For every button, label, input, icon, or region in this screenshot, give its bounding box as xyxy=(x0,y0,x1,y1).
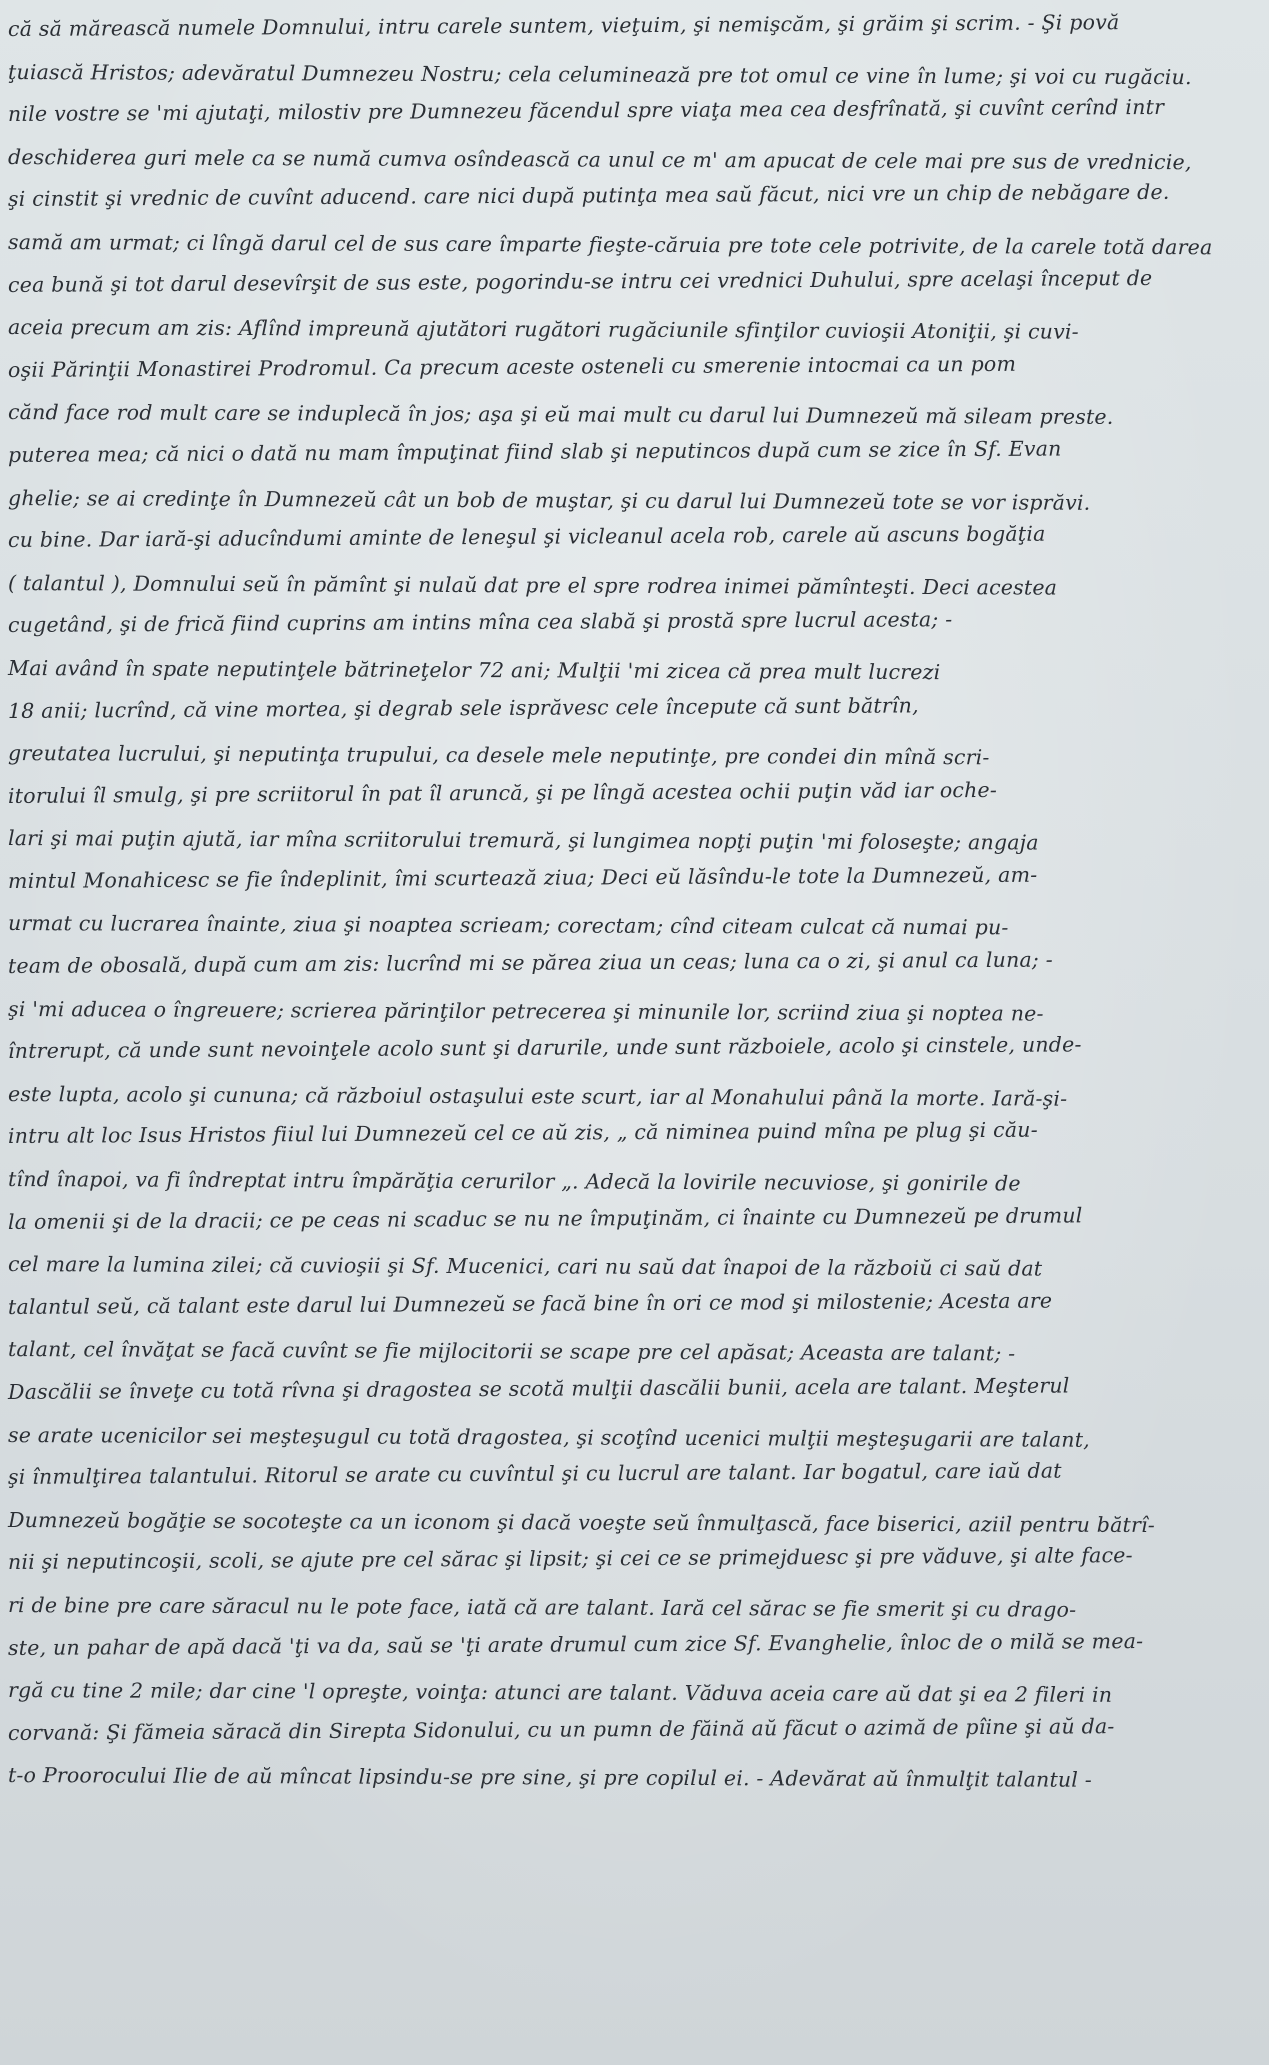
manuscript-line-25: întrerupt, că unde sunt nevoinţele acolo sunt şi darurile, unde sunt războiele, acolo şi cinstele, unde- xyxy=(7,1032,1082,1064)
manuscript-line-1: că să mărească numele Domnului, intru carele suntem, vieţuim, şi nemişcăm, şi grăim şi scrim. - Şi povă xyxy=(7,10,1120,41)
manuscript-line-37: nii şi neputincoşii, scoli, se ajute pre cel sărac şi lipsit; şi cei ce se primejduesc şi pre văduve, şi alte face- xyxy=(7,1543,1133,1575)
manuscript-line-39: ste, un pahar de apă dacă 'ţi va da, saŭ se 'ţi arate drumul cum zice Sf. Evanghelie, înloc de o milă se mea- xyxy=(7,1628,1144,1660)
manuscript-line-4: deschiderea guri mele ca se numă cumva osîndească ca unul ce m' am apucat de cele mai pre sus de vrednicie, xyxy=(7,144,1192,174)
manuscript-line-13: cu bine. Dar iară-şi aducîndumi aminte de leneşul şi vicleanul acela rob, carele aŭ ascuns bogăţia xyxy=(7,521,1046,553)
manuscript-line-41: corvană: Şi fămeia săracă din Sirepta Sidonului, cu un pumn de făină aŭ făcut o azimă de pîine şi aŭ da- xyxy=(7,1713,1115,1745)
manuscript-line-16: Mai având în spate neputinţele bătrineţelor 72 ani; Mulţii 'mi zicea că prea mult lucrezi xyxy=(7,655,941,685)
manuscript-line-29: la omenii şi de la dracii; ce pe ceas ni scaduc se nu ne împuţinăm, ci înainte cu Dumnezeŭ pe drumul xyxy=(7,1203,1083,1234)
manuscript-line-30: cel mare la lumina zilei; că cuvioşii şi Sf. Mucenici, cari nu saŭ dat înapoi de la războiŭ ci saŭ dat xyxy=(7,1252,1043,1281)
manuscript-text xyxy=(0,8,1269,1797)
manuscript-line-8: aceia precum am zis: Aflînd impreună ajutători rugători rugăciunile sfinţilor cuvioşii Atoniţii, şi cuvi- xyxy=(7,315,1079,344)
manuscript-line-6: samă am urmat; ci lîngă darul cel de sus care împarte fieşte-căruia pre tote cele potrivite, de la carele totă darea xyxy=(7,230,1213,260)
manuscript-line-23: team de obosală, după cum am zis: lucrînd mi se părea ziua un ceas; luna ca o zi, şi anul ca luna; - xyxy=(7,947,1053,979)
manuscript-line-35: şi înmulţirea talantului. Ritorul se arate cu cuvîntul şi cu lucrul are talant. Iar bogatul, care iaŭ dat xyxy=(7,1458,1062,1490)
manuscript-line-9: oşii Părinţii Monastirei Prodromul. Ca precum aceste osteneli cu smerenie intocmai ca un pom xyxy=(7,351,1017,382)
manuscript-line-15: cugetând, şi de frică fiind cuprins am intins mîna cea slabă şi prostă spre lucrul acesta; - xyxy=(7,607,953,638)
manuscript-line-32: talant, cel învăţat se facă cuvînt se fie mijlocitorii se scape pre cel apăsat; Aceasta are talant; - xyxy=(7,1337,1016,1366)
manuscript-line-19: itorului îl smulg, şi pre scriitorul în pat îl aruncă, şi pe lîngă acestea ochii puţin văd iar oche- xyxy=(7,777,998,808)
manuscript-line-24: şi 'mi aducea o îngreuere; scrierea părinţilor petrecerea şi minunile lor, scriind ziua şi noptea ne- xyxy=(7,996,1044,1026)
manuscript-line-12: ghelie; se ai credinţe în Dumnezeŭ cât un bob de muştar, şi cu darul lui Dumnezeŭ tote se vor isprăvi. xyxy=(7,485,1091,515)
manuscript-line-22: urmat cu lucrarea înainte, ziua şi noaptea scrieam; corectam; cînd citeam culcat că numai pu- xyxy=(7,911,1009,940)
manuscript-line-7: cea bună şi tot darul desevîrşit de sus este, pogorindu-se intru cei vrednici Duhului, spre acelaşi început de xyxy=(7,265,1153,297)
manuscript-line-31: talantul seŭ, că talant este darul lui Dumnezeŭ se facă bine în ori ce mod şi milostenie; Acesta are xyxy=(7,1288,1053,1319)
manuscript-line-27: intru alt loc Isus Hristos fiiul lui Dumnezeŭ cel ce aŭ zis, „ că niminea puind mîna pe plug şi cău- xyxy=(7,1118,1038,1149)
manuscript-line-34: se arate ucenicilor sei meşteşugul cu totă dragostea, şi scoţînd ucenici mulţii meşteşugarii are talant, xyxy=(7,1422,1090,1452)
manuscript-line-38: ri de bine pre care săracul nu le pote face, iată că are talant. Iară cel sărac se fie smerit şi cu drago- xyxy=(7,1593,1077,1622)
manuscript-line-18: greutatea lucrului, şi neputinţa trupului, ca desele mele neputinţe, pre condei din mînă scri- xyxy=(7,741,990,770)
manuscript-line-2: ţuiască Hristos; adevăratul Dumnezeu Nostru; cela celuminează pre tot omul ce vine în lume; şi voi cu rugăciu. xyxy=(7,59,1192,89)
manuscript-line-14: ( talantul ), Domnului seŭ în pămînt şi nulaŭ dat pre el spre rodrea inimei pămînteşti. Deci acestea xyxy=(7,570,1058,600)
manuscript-line-10: cănd face rod mult care se induplecă în jos; aşa şi eŭ mai mult cu darul lui Dumnezeŭ mă sileam preste. xyxy=(7,400,1114,430)
manuscript-line-28: tînd înapoi, va fi îndreptat intru împărăţia cerurilor „. Adecă la lovirile necuviose, şi gonirile de xyxy=(7,1167,1021,1196)
manuscript-line-20: lari şi mai puţin ajută, iar mîna scriitorului tremură, şi lungimea nopţi puţin 'mi foloseşte; angaja xyxy=(7,826,1039,855)
manuscript-line-17: 18 anii; lucrînd, că vine mortea, şi degrab sele isprăvesc cele începute că sunt bătrîn, xyxy=(7,692,919,723)
manuscript-line-40: rgă cu tine 2 mile; dar cine 'l opreşte, voinţa: atunci are talant. Văduva aceia care aŭ dat şi ea 2 fileri in xyxy=(7,1678,1113,1708)
manuscript-line-11: puterea mea; că nici o dată nu mam împuţinat fiind slab şi neputincos după cum se zice în Sf. Evan xyxy=(7,436,1062,467)
manuscript-line-26: este lupta, acolo şi cununa; că războiul ostaşului este scurt, iar al Monahului până la morte. Iară-şi- xyxy=(7,1081,1068,1111)
manuscript-line-33: Dascălii se înveţe cu totă rîvna şi dragostea se scotă mulţii dascălii bunii, acela are talant. Meşterul xyxy=(7,1373,1070,1404)
manuscript-line-5: şi cinstit şi vrednic de cuvînt aducend. care nici după putinţa mea saŭ făcut, nici vre un chip de nebăgare de. xyxy=(7,180,1170,212)
manuscript-line-21: mintul Monahicesc se fie îndeplinit, îmi scurtează ziua; Deci eŭ lăsîndu-le tote la Dumnezeŭ, am- xyxy=(7,862,1038,893)
manuscript-line-36: Dumnezeŭ bogăţie se socoteşte ca un iconom şi dacă voeşte seŭ înmulţască, face biserici, aziil pentru bătrî- xyxy=(7,1507,1155,1537)
manuscript-line-3: nile vostre se 'mi ajutaţi, milostiv pre Dumnezeu făcendul spre viaţa mea cea desfrînată, şi cuvînt cerînd intr xyxy=(7,95,1165,127)
manuscript-line-42: t-o Proorocului Ilie de aŭ mîncat lipsindu-se pre sine, şi pre copilul ei. - Adevărat aŭ înmulţit talantul - xyxy=(7,1763,1093,1793)
